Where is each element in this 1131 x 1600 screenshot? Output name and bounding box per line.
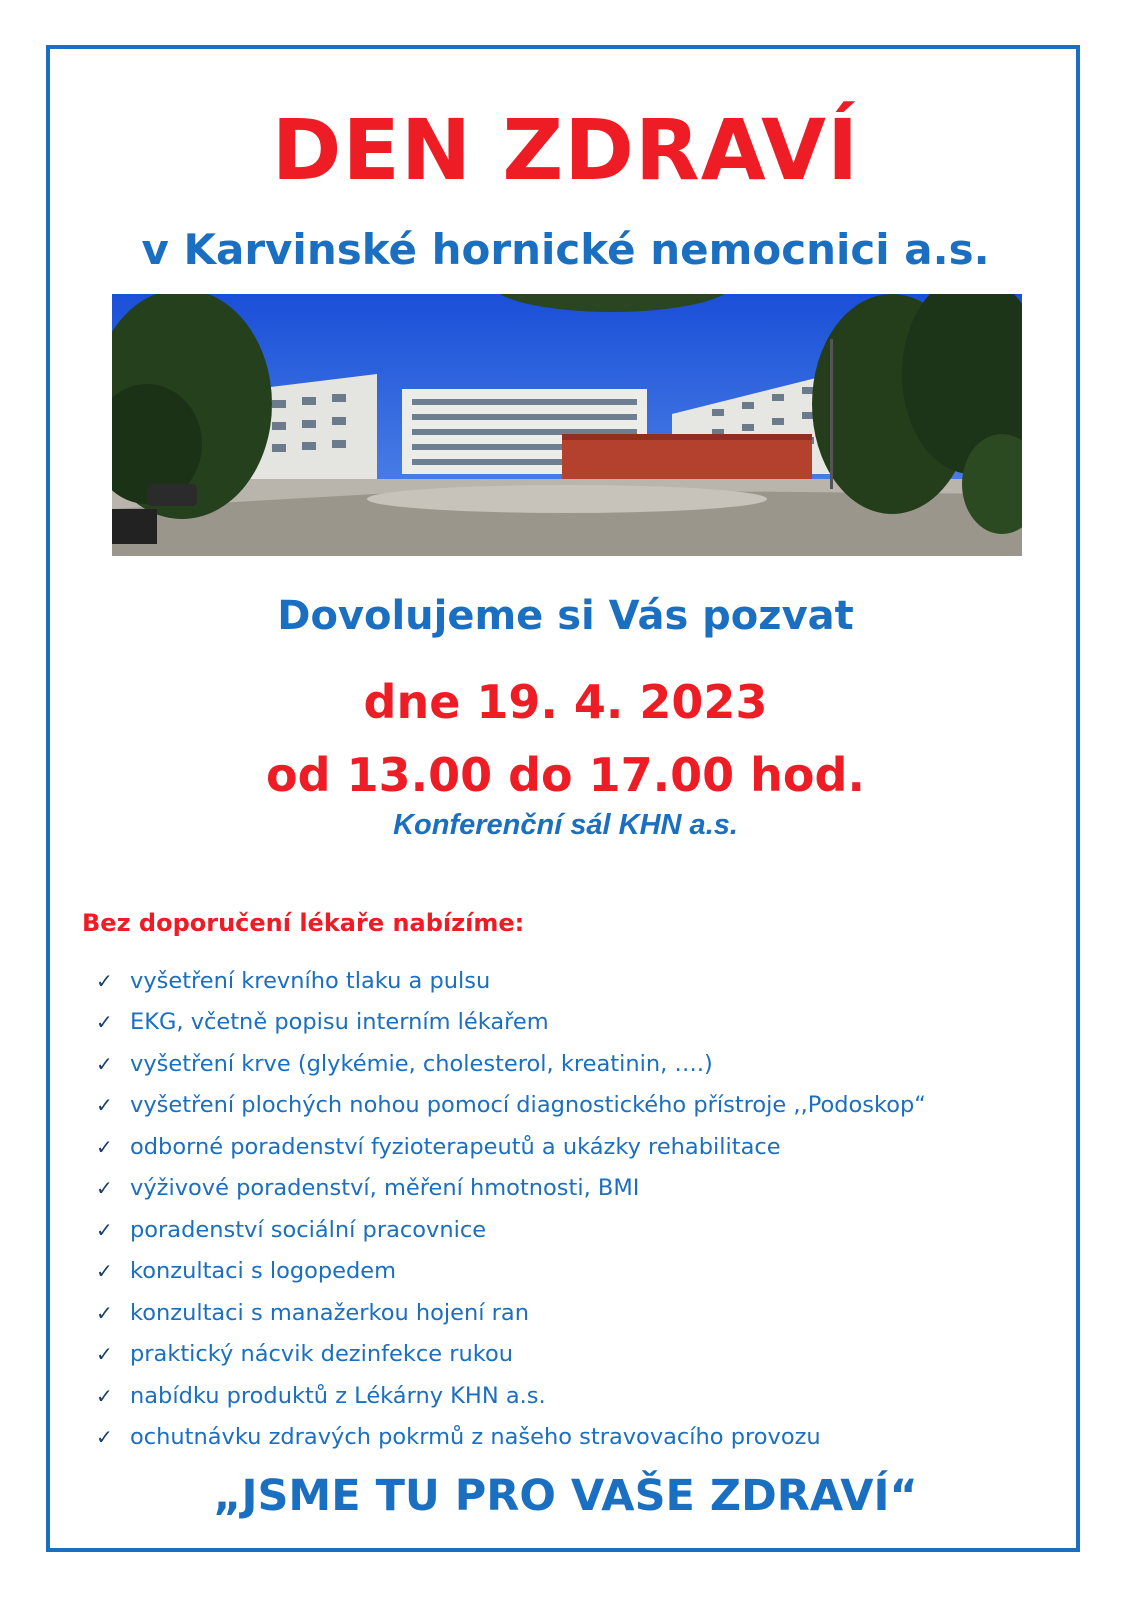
service-label: EKG, včetně popisu interním lékařem <box>130 1009 549 1036</box>
check-icon: ✓ <box>96 1176 113 1201</box>
list-item <box>96 1209 926 1251</box>
list-item <box>96 1251 926 1293</box>
check-icon: ✓ <box>96 1342 113 1367</box>
check-icon: ✓ <box>96 1259 113 1284</box>
service-label: ochutnávku zdravých pokrmů z našeho stravovacího provozu <box>130 1424 821 1451</box>
service-label: vyšetření krevního tlaku a pulsu <box>130 967 491 994</box>
service-label: konzultaci s manažerkou hojení ran <box>130 1299 529 1326</box>
poster-subtitle: v Karvinské hornické nemocnici a.s. <box>141 225 990 274</box>
service-label: poradenství sociální pracovnice <box>130 1216 487 1243</box>
list-item <box>96 1375 926 1417</box>
event-time: od 13.00 do 17.00 hod. <box>266 748 865 802</box>
service-label: praktický nácvik dezinfekce rukou <box>130 1341 514 1368</box>
services-list <box>96 960 926 1458</box>
poster-title: DEN ZDRAVÍ <box>271 101 860 199</box>
check-icon: ✓ <box>96 1051 113 1076</box>
service-label: výživové poradenství, měření hmotnosti, BMI <box>130 1175 640 1202</box>
service-label: vyšetření krve (glykémie, cholesterol, kreatinin, ….) <box>130 1050 713 1077</box>
hospital-building-illustration <box>112 294 1022 556</box>
check-icon: ✓ <box>96 1093 113 1118</box>
check-icon: ✓ <box>96 1383 113 1408</box>
slogan: „JSME TU PRO VAŠE ZDRAVÍ“ <box>213 1471 918 1521</box>
list-item <box>96 1417 926 1459</box>
check-icon: ✓ <box>96 968 113 993</box>
invitation-text: Dovolujeme si Vás pozvat <box>277 593 854 639</box>
service-label: vyšetření plochých nohou pomocí diagnostického přístroje ,,Podoskop“ <box>130 1092 926 1119</box>
check-icon: ✓ <box>96 1217 113 1242</box>
check-icon: ✓ <box>96 1425 113 1450</box>
list-item <box>96 1292 926 1334</box>
list-item <box>96 1043 926 1085</box>
list-item <box>96 1085 926 1127</box>
service-label: konzultaci s logopedem <box>130 1258 397 1285</box>
check-icon: ✓ <box>96 1300 113 1325</box>
check-icon: ✓ <box>96 1010 113 1035</box>
check-icon: ✓ <box>96 1134 113 1159</box>
list-item <box>96 1334 926 1376</box>
event-venue: Konferenční sál KHN a.s. <box>393 809 738 841</box>
list-item <box>96 1168 926 1210</box>
service-label: nabídku produktů z Lékárny KHN a.s. <box>130 1382 546 1409</box>
event-date: dne 19. 4. 2023 <box>363 675 768 729</box>
list-item <box>96 1126 926 1168</box>
list-item <box>96 1002 926 1044</box>
hospital-photo <box>112 294 1022 556</box>
offer-heading: Bez doporučení lékaře nabízíme: <box>82 909 525 937</box>
service-label: odborné poradenství fyzioterapeutů a ukázky rehabilitace <box>130 1133 781 1160</box>
list-item <box>96 960 926 1002</box>
